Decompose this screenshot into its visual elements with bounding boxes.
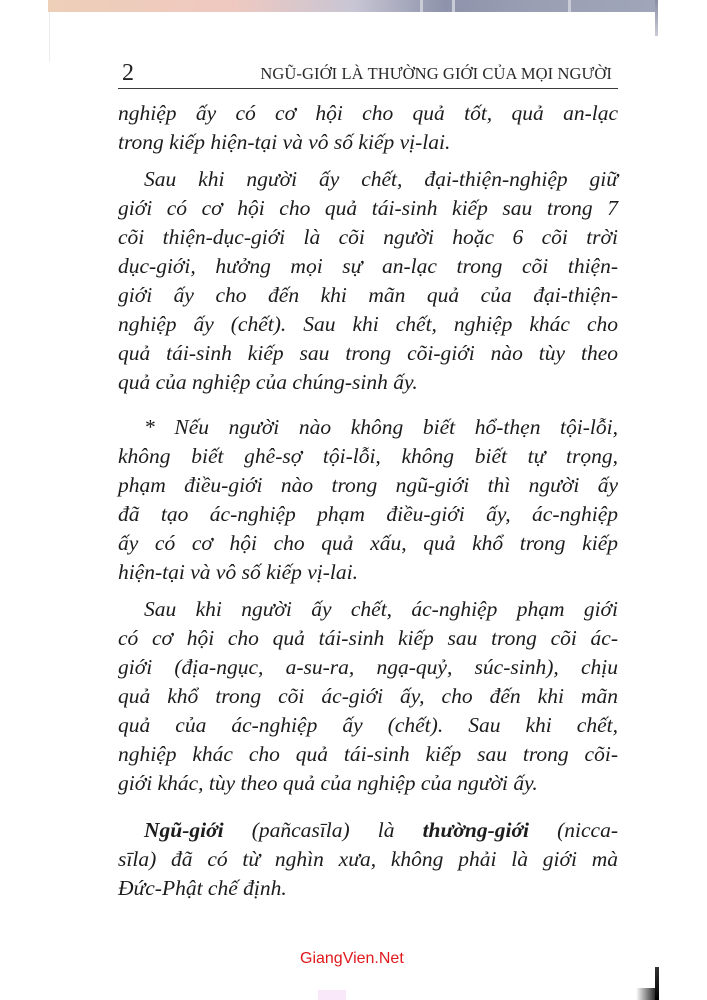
text-line: nghiệp ấy có cơ hội cho quả tốt, quả an-lạc	[118, 101, 618, 125]
term-ngu-gioi: Ngũ-giới	[144, 818, 224, 842]
text-line: cõi thiện-dục-giới là cõi người hoặc 6 cõi trời	[118, 225, 618, 249]
page-right-edge-shadow	[655, 0, 658, 36]
text-line: nghiệp ấy (chết). Sau khi chết, nghiệp khác cho	[118, 312, 618, 336]
text-line: Đức-Phật chế định.	[118, 876, 287, 900]
photo-strip-divider	[420, 0, 423, 12]
text-line: giới (địa-ngục, a-su-ra, ngạ-quỷ, súc-sinh), chịu	[118, 655, 618, 679]
body-text	[118, 99, 618, 903]
page-left-edge	[49, 12, 50, 62]
text-line: giới ấy cho đến khi mãn quả của đại-thiện-	[118, 283, 618, 307]
running-title: NGŨ-GIỚI LÀ THƯỜNG GIỚI CỦA MỌI NGƯỜI	[260, 64, 612, 83]
text-line: trong kiếp hiện-tại và vô số kiếp vị-lai.	[118, 130, 451, 154]
text-line: quả tái-sinh kiếp sau trong cõi-giới nào tùy theo	[118, 341, 618, 365]
photo-strip-divider	[452, 0, 455, 12]
text-line: hiện-tại và vô số kiếp vị-lai.	[118, 560, 359, 584]
paragraph-4	[118, 595, 618, 798]
text-line: quả của ác-nghiệp ấy (chết). Sau khi chết,	[118, 713, 618, 737]
paragraph-3	[118, 413, 618, 587]
text-line: sīla) đã có từ nghìn xưa, không phải là giới mà	[118, 847, 618, 871]
text-line: giới có cơ hội cho quả tái-sinh kiếp sau trong 7	[118, 196, 618, 220]
text-line: nghiệp khác cho quả tái-sinh kiếp sau trong cõi-	[118, 742, 618, 766]
text-line: * Nếu người nào không biết hổ-thẹn tội-lỗi,	[144, 415, 618, 439]
page-corner-shadow	[636, 988, 656, 1000]
text-line: Sau khi người ấy chết, đại-thiện-nghiệp giữ	[144, 167, 618, 191]
text-line: ấy có cơ hội cho quả xấu, quả khổ trong kiếp	[118, 531, 618, 555]
inline-text: (nicca-	[529, 818, 618, 842]
text-line: quả khổ trong cõi ác-giới ấy, cho đến khi mãn	[118, 684, 618, 708]
watermark: GiangVien.Net	[300, 950, 404, 967]
paragraph-2	[118, 165, 618, 397]
running-header	[118, 58, 618, 89]
text-line: quả của nghiệp của chúng-sinh ấy.	[118, 370, 418, 394]
page-number: 2	[122, 60, 134, 86]
text-line: đã tạo ác-nghiệp phạm điều-giới ấy, ác-nghiệp	[118, 502, 618, 526]
photo-strip-divider	[568, 0, 571, 12]
text-line	[118, 816, 618, 845]
text-line: dục-giới, hưởng mọi sự an-lạc trong cõi thiện-	[118, 254, 618, 278]
scan-smudge	[318, 990, 346, 1000]
top-photo-strip	[48, 0, 658, 12]
term-thuong-gioi: thường-giới	[422, 818, 530, 842]
book-page	[118, 58, 618, 903]
text-line: Sau khi người ấy chết, ác-nghiệp phạm giới	[144, 597, 618, 621]
page-edge-mark	[655, 967, 659, 1000]
paragraph-5	[118, 816, 618, 903]
text-line: giới khác, tùy theo quả của nghiệp của người ấy.	[118, 771, 538, 795]
inline-text: (pañcasīla) là	[223, 818, 423, 842]
paragraph-1	[118, 99, 618, 157]
text-line: không biết ghê-sợ tội-lỗi, không biết tự trọng,	[118, 444, 618, 468]
text-line: có cơ hội cho quả tái-sinh kiếp sau trong cõi ác-	[118, 626, 618, 650]
text-line: phạm điều-giới nào trong ngũ-giới thì người ấy	[118, 473, 618, 497]
